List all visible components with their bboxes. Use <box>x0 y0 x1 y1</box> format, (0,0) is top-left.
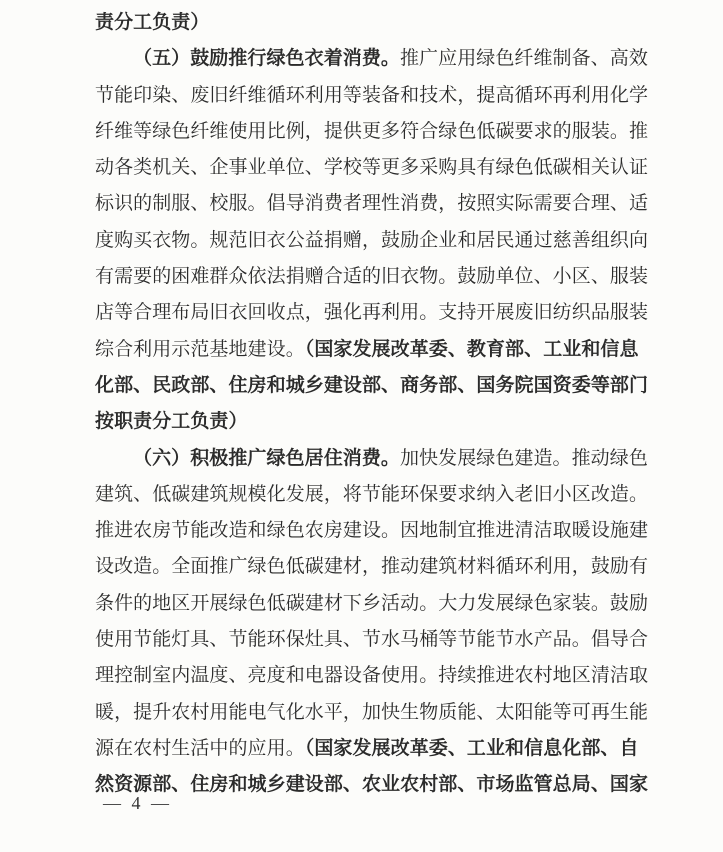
text-line <box>95 441 651 477</box>
text-segment-body: 加快发展绿色建造。推动绿色 <box>399 447 648 469</box>
text-segment-body: 源在农村生活中的应用。 <box>95 737 305 759</box>
text-segment-attribution: （国家发展改革委、工业和信息化部、自 <box>304 737 639 759</box>
text-segment-body: 店等合理布局旧衣回收点，强化再利用。支持开展废旧纺织品服装 <box>95 302 649 324</box>
text-line <box>95 513 651 549</box>
text-line <box>95 767 651 803</box>
text-segment-attribution: 责分工负责） <box>95 12 210 33</box>
text-line <box>95 186 651 222</box>
text-segment-body: 标识的制服、校服。倡导消费者理性消费，按照实际需要合理、适 <box>95 193 649 215</box>
text-segment-body: 动各类机关、企事业单位、学校等更多采购具有绿色低碳相关认证 <box>95 157 649 179</box>
text-segment-heading: （五）鼓励推行绿色衣着消费。 <box>133 48 400 70</box>
text-segment-body: 建筑、低碳建筑规模化发展，将节能环保要求纳入老旧小区改造。 <box>95 483 649 505</box>
text-line <box>95 731 651 767</box>
text-line <box>95 586 651 622</box>
text-line <box>95 404 651 440</box>
text-segment-body: 使用节能灯具、节能环保灶具、节水马桶等节能节水产品。倡导合 <box>95 629 649 651</box>
text-line <box>95 295 651 331</box>
text-segment-body: 综合利用示范基地建设。 <box>95 338 305 360</box>
text-segment-body: 有需要的困难群众依法捐赠合适的旧衣物。鼓励单位、小区、服装 <box>95 266 649 288</box>
text-segment-body: 节能印染、废旧纤维循环利用等装备和技术，提高循环再利用化学 <box>95 84 649 106</box>
text-segment-attribution: 化部、民政部、住房和城乡建设部、商务部、国务院国资委等部门 <box>95 374 649 396</box>
text-line <box>95 259 651 295</box>
text-segment-body: 推进农房节能改造和绿色农房建设。因地制宜推进清洁取暖设施建 <box>95 520 649 542</box>
text-line <box>95 41 651 77</box>
text-line <box>95 223 651 259</box>
text-segment-body: 推广应用绿色纤维制备、高效 <box>399 48 648 70</box>
text-segment-body: 暖，提升农村用能电气化水平，加快生物质能、太阳能等可再生能 <box>95 701 649 723</box>
document-body <box>95 5 651 804</box>
text-line <box>95 368 651 404</box>
page-number: — 4 — <box>103 793 172 813</box>
text-line <box>95 695 651 731</box>
text-line <box>95 150 651 186</box>
text-line <box>95 658 651 694</box>
text-line <box>95 78 651 114</box>
text-segment-body: 度购买衣物。规范旧衣公益捐赠，鼓励企业和居民通过慈善组织向 <box>95 229 649 251</box>
text-segment-attribution: 然资源部、住房和城乡建设部、农业农村部、市场监管总局、国家 <box>95 774 649 796</box>
text-segment-body: 理控制室内温度、亮度和电器设备使用。持续推进农村地区清洁取 <box>95 665 649 687</box>
text-line <box>95 549 651 585</box>
text-line <box>95 477 651 513</box>
text-line <box>95 114 651 150</box>
text-segment-heading: （六）积极推广绿色居住消费。 <box>133 447 400 469</box>
text-segment-body: 纤维等绿色纤维使用比例，提供更多符合绿色低碳要求的服装。推 <box>95 120 649 142</box>
text-line <box>95 5 651 41</box>
text-segment-body: 条件的地区开展绿色低碳建材下乡活动。大力发展绿色家装。鼓励 <box>95 592 649 614</box>
text-line <box>95 332 651 368</box>
text-segment-attribution: 按职责分工负责） <box>95 411 248 433</box>
text-line <box>95 622 651 658</box>
text-segment-body: 设改造。全面推广绿色低碳建材，推动建筑材料循环利用，鼓励有 <box>95 556 649 578</box>
text-segment-attribution: （国家发展改革委、教育部、工业和信息 <box>304 338 639 360</box>
